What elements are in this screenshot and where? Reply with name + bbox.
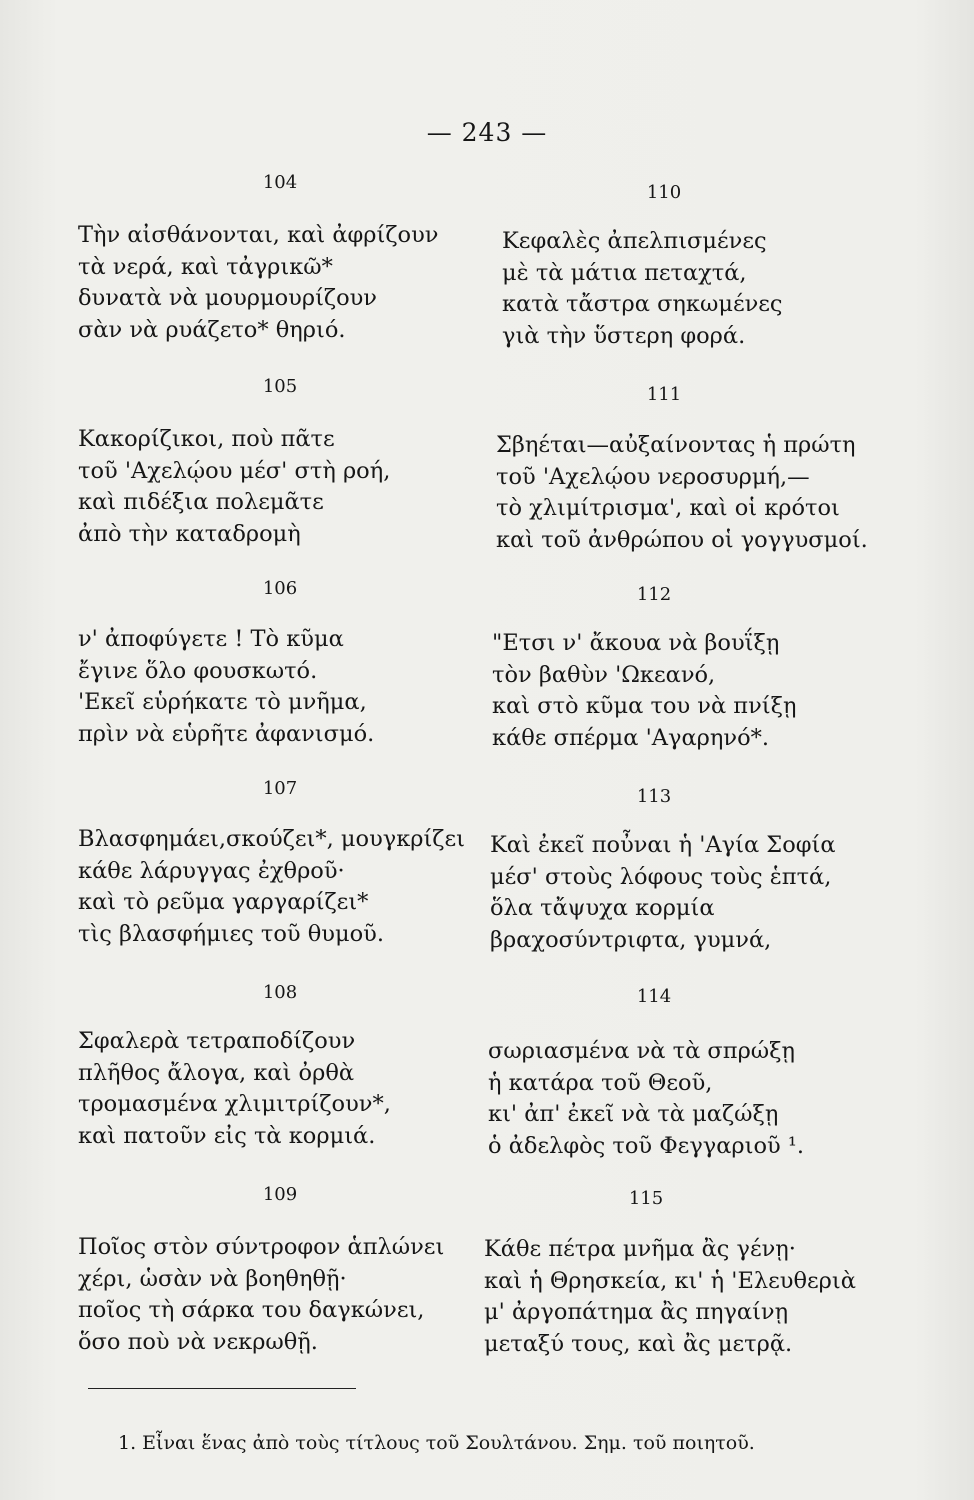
stanza-number: 108 bbox=[262, 982, 298, 1003]
verse-line: μὲ τὰ μάτια πεταχτά, bbox=[502, 259, 747, 286]
verse-line: κάθε λάρυγγας ἐχθροῦ· bbox=[78, 857, 345, 884]
verse-line: ἀπὸ τὴν καταδρομὴ bbox=[78, 520, 301, 547]
verse-line: σὰν νὰ ρυάζετο* θηριό. bbox=[78, 316, 346, 343]
verse-line: Καὶ ἐκεῖ ποὖναι ἡ 'Αγία Σοφία bbox=[490, 832, 836, 858]
stanza-lines bbox=[78, 624, 374, 750]
verse-line: κατὰ τἄστρα σηκωμένες bbox=[502, 291, 783, 317]
stanza-lines bbox=[488, 1036, 804, 1162]
verse-line: Τὴν αἰσθάνονται, καὶ ἀφρίζουν bbox=[78, 222, 439, 248]
stanza-lines bbox=[484, 1234, 856, 1360]
stanza-number: 105 bbox=[262, 376, 298, 397]
verse-line: καὶ στὸ κῦμα του νὰ πνίξῃ bbox=[492, 693, 797, 719]
verse-line: Ποῖος στὸν σύντροφον ἁπλώνει bbox=[78, 1234, 445, 1260]
verse-line: τοῦ 'Αχελῴου μέσ' στὴ ροή, bbox=[78, 457, 391, 484]
verse-line: πλῆθος ἄλογα, καὶ ὀρθὰ bbox=[78, 1059, 355, 1086]
footnote: 1. Εἶναι ἕνας ἀπὸ τοὺς τίτλους τοῦ Σουλτάνου. Σημ. τοῦ ποιητοῦ. bbox=[118, 1432, 755, 1454]
verse-line: ὅσο ποὺ νὰ νεκρωθῇ. bbox=[78, 1328, 318, 1355]
stanza-lines bbox=[78, 424, 390, 550]
verse-line: κάθε σπέρμα 'Αγαρηνό*. bbox=[492, 724, 770, 751]
verse-line: τρομασμένα χλιμιτρίζουν*, bbox=[78, 1091, 391, 1117]
verse-line: τοῦ 'Αχελῴου νεροσυρμή,— bbox=[496, 463, 810, 490]
stanza-number: 114 bbox=[636, 986, 672, 1007]
verse-line: Κακορίζικοι, ποὺ πᾶτε bbox=[78, 426, 335, 452]
verse-line: χέρι, ὡσὰν νὰ βοηθηθῇ· bbox=[78, 1265, 347, 1292]
stanza-number: 104 bbox=[262, 172, 298, 193]
verse-line: Σφαλερὰ τετραποδίζουν bbox=[78, 1028, 356, 1054]
verse-line: καὶ πιδέξια πολεμᾶτε bbox=[78, 489, 324, 515]
stanza-number: 115 bbox=[628, 1188, 664, 1209]
verse-line: μ' ἀργοπάτημα ἂς πηγαίνῃ bbox=[484, 1299, 789, 1325]
stanza-lines bbox=[78, 1232, 444, 1358]
verse-line: Κεφαλὲς ἀπελπισμένες bbox=[502, 228, 767, 254]
stanza-number: 107 bbox=[262, 778, 298, 799]
stanza-lines bbox=[78, 1026, 391, 1152]
verse-line: καὶ πατοῦν εἰς τὰ κορμιά. bbox=[78, 1122, 376, 1149]
stanza-number: 110 bbox=[646, 182, 682, 203]
verse-line: ποῖος τὴ σάρκα του δαγκώνει, bbox=[78, 1297, 425, 1323]
verse-line: δυνατὰ νὰ μουρμουρίζουν bbox=[78, 285, 377, 311]
verse-line: τὶς βλασφήμιες τοῦ θυμοῦ. bbox=[78, 920, 384, 947]
stanza-lines bbox=[490, 830, 836, 956]
verse-line: 'Εκεῖ εὑρήκατε τὸ μνῆμα, bbox=[78, 689, 367, 715]
verse-line: σωριασμένα νὰ τὰ σπρώξῃ bbox=[488, 1038, 796, 1064]
verse-line: μεταξύ τους, καὶ ἂς μετρᾷ. bbox=[484, 1330, 793, 1357]
stanza-lines bbox=[502, 226, 783, 352]
verse-line: κι' ἀπ' ἐκεῖ νὰ τὰ μαζώξῃ bbox=[488, 1101, 779, 1127]
verse-line: βραχοσύντριφτα, γυμνά, bbox=[490, 926, 772, 953]
stanza-number: 113 bbox=[636, 786, 672, 807]
verse-line: τὰ νερά, καὶ τἀγρικῶ* bbox=[78, 253, 333, 280]
stanza-lines bbox=[492, 628, 796, 754]
verse-line: καὶ τὸ ρεῦμα γαργαρίζει* bbox=[78, 889, 369, 915]
stanza-number: 112 bbox=[636, 584, 672, 605]
verse-line: Κάθε πέτρα μνῆμα ἂς γένῃ· bbox=[484, 1236, 796, 1262]
verse-line: Σβηέται—αὐξαίνοντας ἡ πρώτη bbox=[496, 432, 856, 458]
verse-line: ν' ἀποφύγετε ! Τὸ κῦμα bbox=[78, 626, 344, 652]
verse-line: καὶ ἡ Θρησκεία, κι' ἡ 'Ελευθεριὰ bbox=[484, 1267, 856, 1294]
verse-line: ἡ κατάρα τοῦ Θεοῦ, bbox=[488, 1069, 713, 1096]
verse-line: ὅλα τἄψυχα κορμία bbox=[490, 895, 715, 921]
verse-line: τὸν βαθὺν 'Ωκεανό, bbox=[492, 661, 716, 688]
page-number: — 243 — bbox=[426, 118, 548, 147]
stanza-number: 106 bbox=[262, 578, 298, 599]
stanza-lines bbox=[78, 220, 438, 346]
stanza-number: 111 bbox=[646, 384, 682, 405]
footnote-rule bbox=[88, 1388, 356, 1389]
verse-line: καὶ τοῦ ἀνθρώπου οἱ γογγυσμοί. bbox=[496, 526, 868, 553]
verse-line: γιὰ τὴν ὕστερη φορά. bbox=[502, 322, 746, 349]
verse-line: Βλασφημάει,σκούζει*, μουγκρίζει bbox=[78, 826, 465, 852]
verse-line: τὸ χλιμίτρισμα', καὶ οἱ κρότοι bbox=[496, 495, 840, 521]
verse-line: μέσ' στοὺς λόφους τοὺς ἑπτά, bbox=[490, 863, 832, 890]
verse-line: "Ετσι ν' ἄκουα νὰ βουΐξῃ bbox=[492, 630, 780, 656]
stanza-lines bbox=[78, 824, 465, 950]
verse-line: ἔγινε ὅλο φουσκωτό. bbox=[78, 657, 318, 684]
stanza-number: 109 bbox=[262, 1184, 298, 1205]
verse-line: ὁ ἀδελφὸς τοῦ Φεγγαριοῦ ¹. bbox=[488, 1132, 805, 1159]
stanza-lines bbox=[496, 430, 868, 556]
verse-line: πρὶν νὰ εὑρῆτε ἀφανισμό. bbox=[78, 720, 375, 747]
